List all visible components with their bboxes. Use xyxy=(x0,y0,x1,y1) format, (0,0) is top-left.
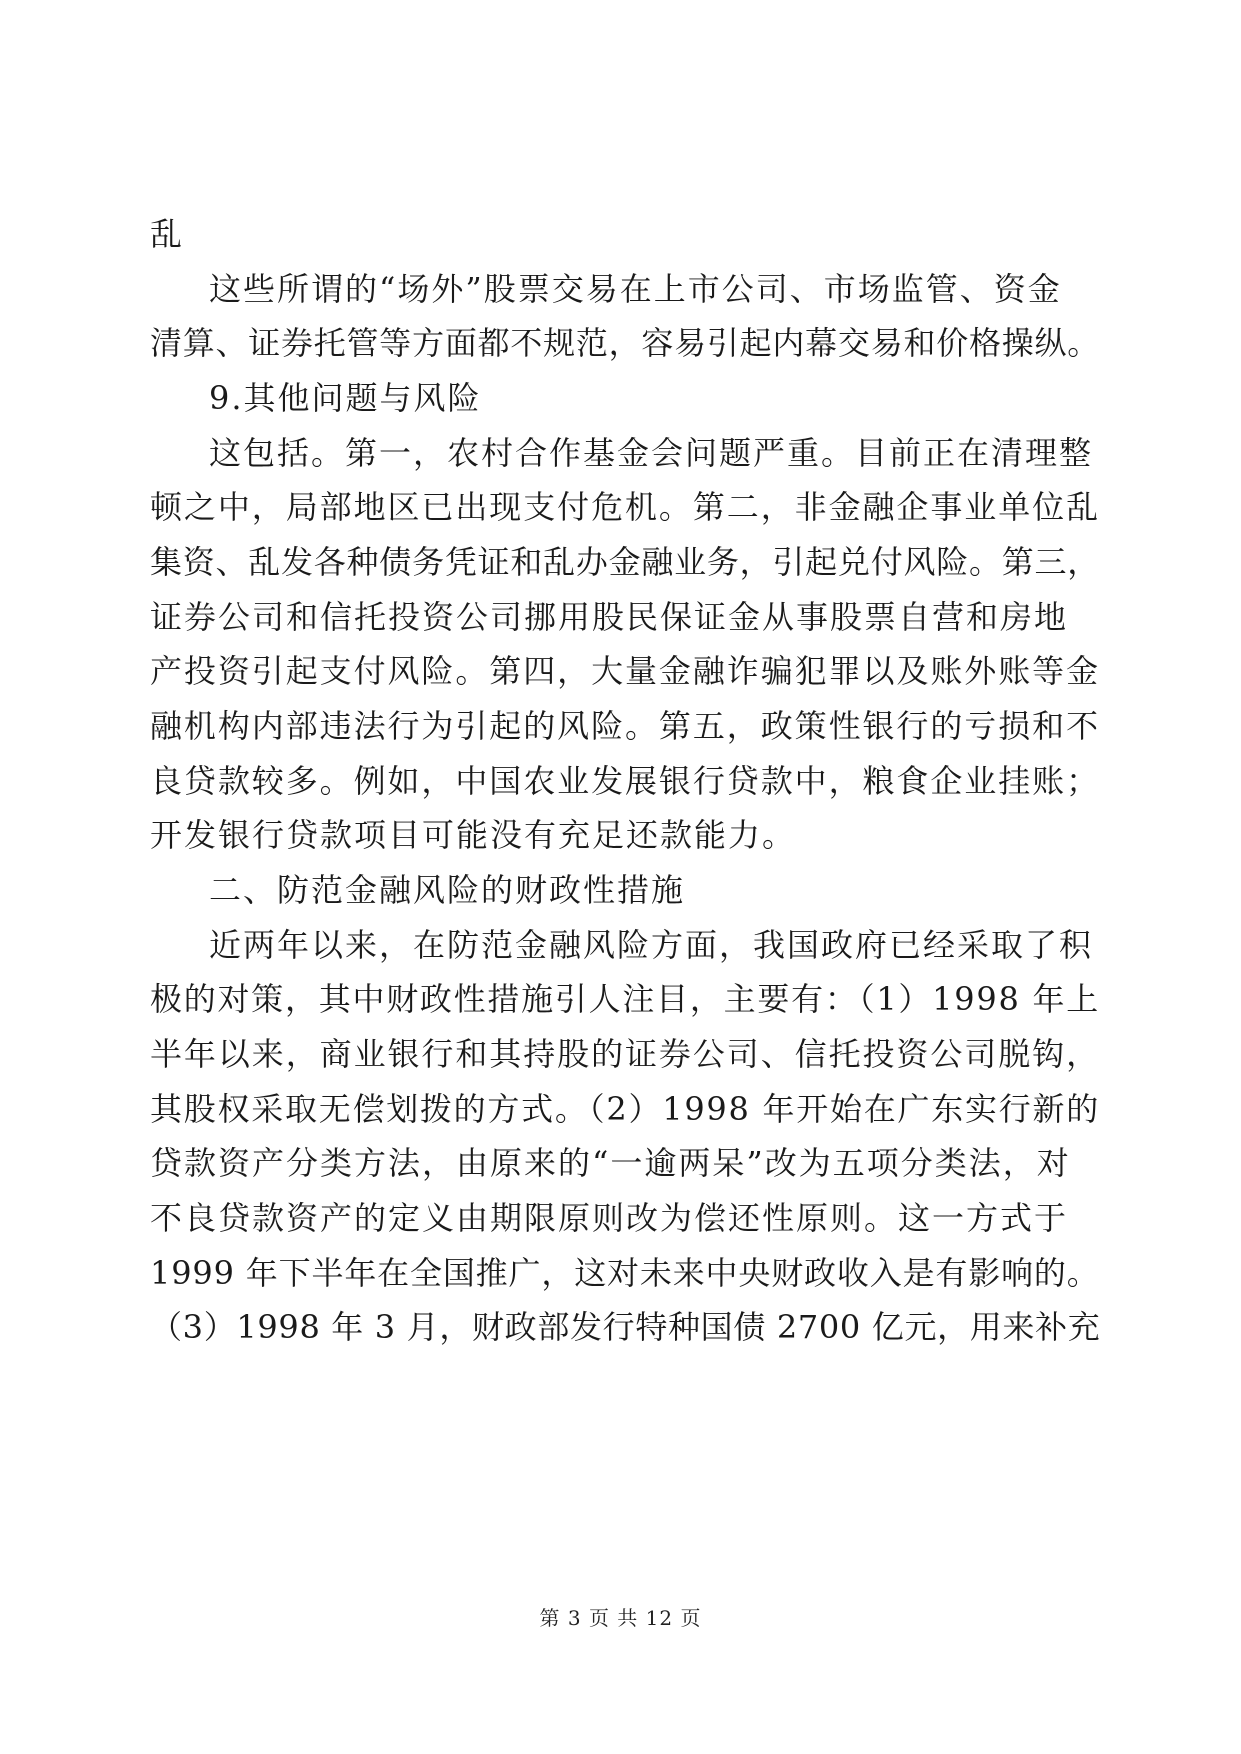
section-heading: 9.其他问题与风险 xyxy=(209,379,482,417)
paragraph-line: （3）1998 年 3 月，财政部发行特种国债 2700 亿元，用来补充 xyxy=(150,1308,1101,1346)
paragraph-line: 产投资引起支付风险。第四，大量金融诈骗犯罪以及账外账等金 xyxy=(150,652,1101,690)
paragraph-line: 证券公司和信托投资公司挪用股民保证金从事股票自营和房地 xyxy=(150,598,1069,636)
paragraph-line: 近两年以来，在防范金融风险方面，我国政府已经采取了积 xyxy=(209,926,1094,964)
paragraph-line: 其股权采取无偿划拨的方式。（2）1998 年开始在广东实行新的 xyxy=(150,1090,1100,1128)
paragraph-line: 不良贷款资产的定义由期限原则改为偿还性原则。这一方式于 xyxy=(150,1199,1069,1237)
paragraph-line: 半年以来，商业银行和其持股的证券公司、信托投资公司脱钩， xyxy=(150,1035,1101,1073)
paragraph-line: 这包括。第一，农村合作基金会问题严重。目前正在清理整 xyxy=(209,434,1094,472)
paragraph-line: 这些所谓的“场外”股票交易在上市公司、市场监管、资金 xyxy=(209,270,1062,308)
paragraph-line: 顿之中，局部地区已出现支付危机。第二，非金融企事业单位乱 xyxy=(150,488,1101,526)
paragraph-line: 贷款资产分类方法，由原来的“一逾两呆”改为五项分类法，对 xyxy=(150,1144,1071,1182)
section-heading: 二、防范金融风险的财政性措施 xyxy=(209,871,686,909)
paragraph-line: 极的对策，其中财政性措施引人注目，主要有：（1）1998 年上 xyxy=(150,980,1100,1018)
paragraph-line: 清算、证券托管等方面都不规范，容易引起内幕交易和价格操纵。 xyxy=(150,324,1101,362)
page-number-footer: 第 3 页 共 12 页 xyxy=(539,1606,702,1630)
paragraph-line: 融机构内部违法行为引起的风险。第五，政策性银行的亏损和不 xyxy=(150,707,1101,745)
paragraph-line: 集资、乱发各种债务凭证和乱办金融业务，引起兑付风险。第三， xyxy=(150,543,1101,581)
text-line: 乱 xyxy=(150,215,185,253)
paragraph-line: 1999 年下半年在全国推广，这对未来中央财政收入是有影响的。 xyxy=(150,1254,1100,1292)
paragraph-line: 开发银行贷款项目可能没有充足还款能力。 xyxy=(150,816,797,854)
paragraph-line: 良贷款较多。例如，中国农业发展银行贷款中，粮食企业挂账； xyxy=(150,762,1101,800)
